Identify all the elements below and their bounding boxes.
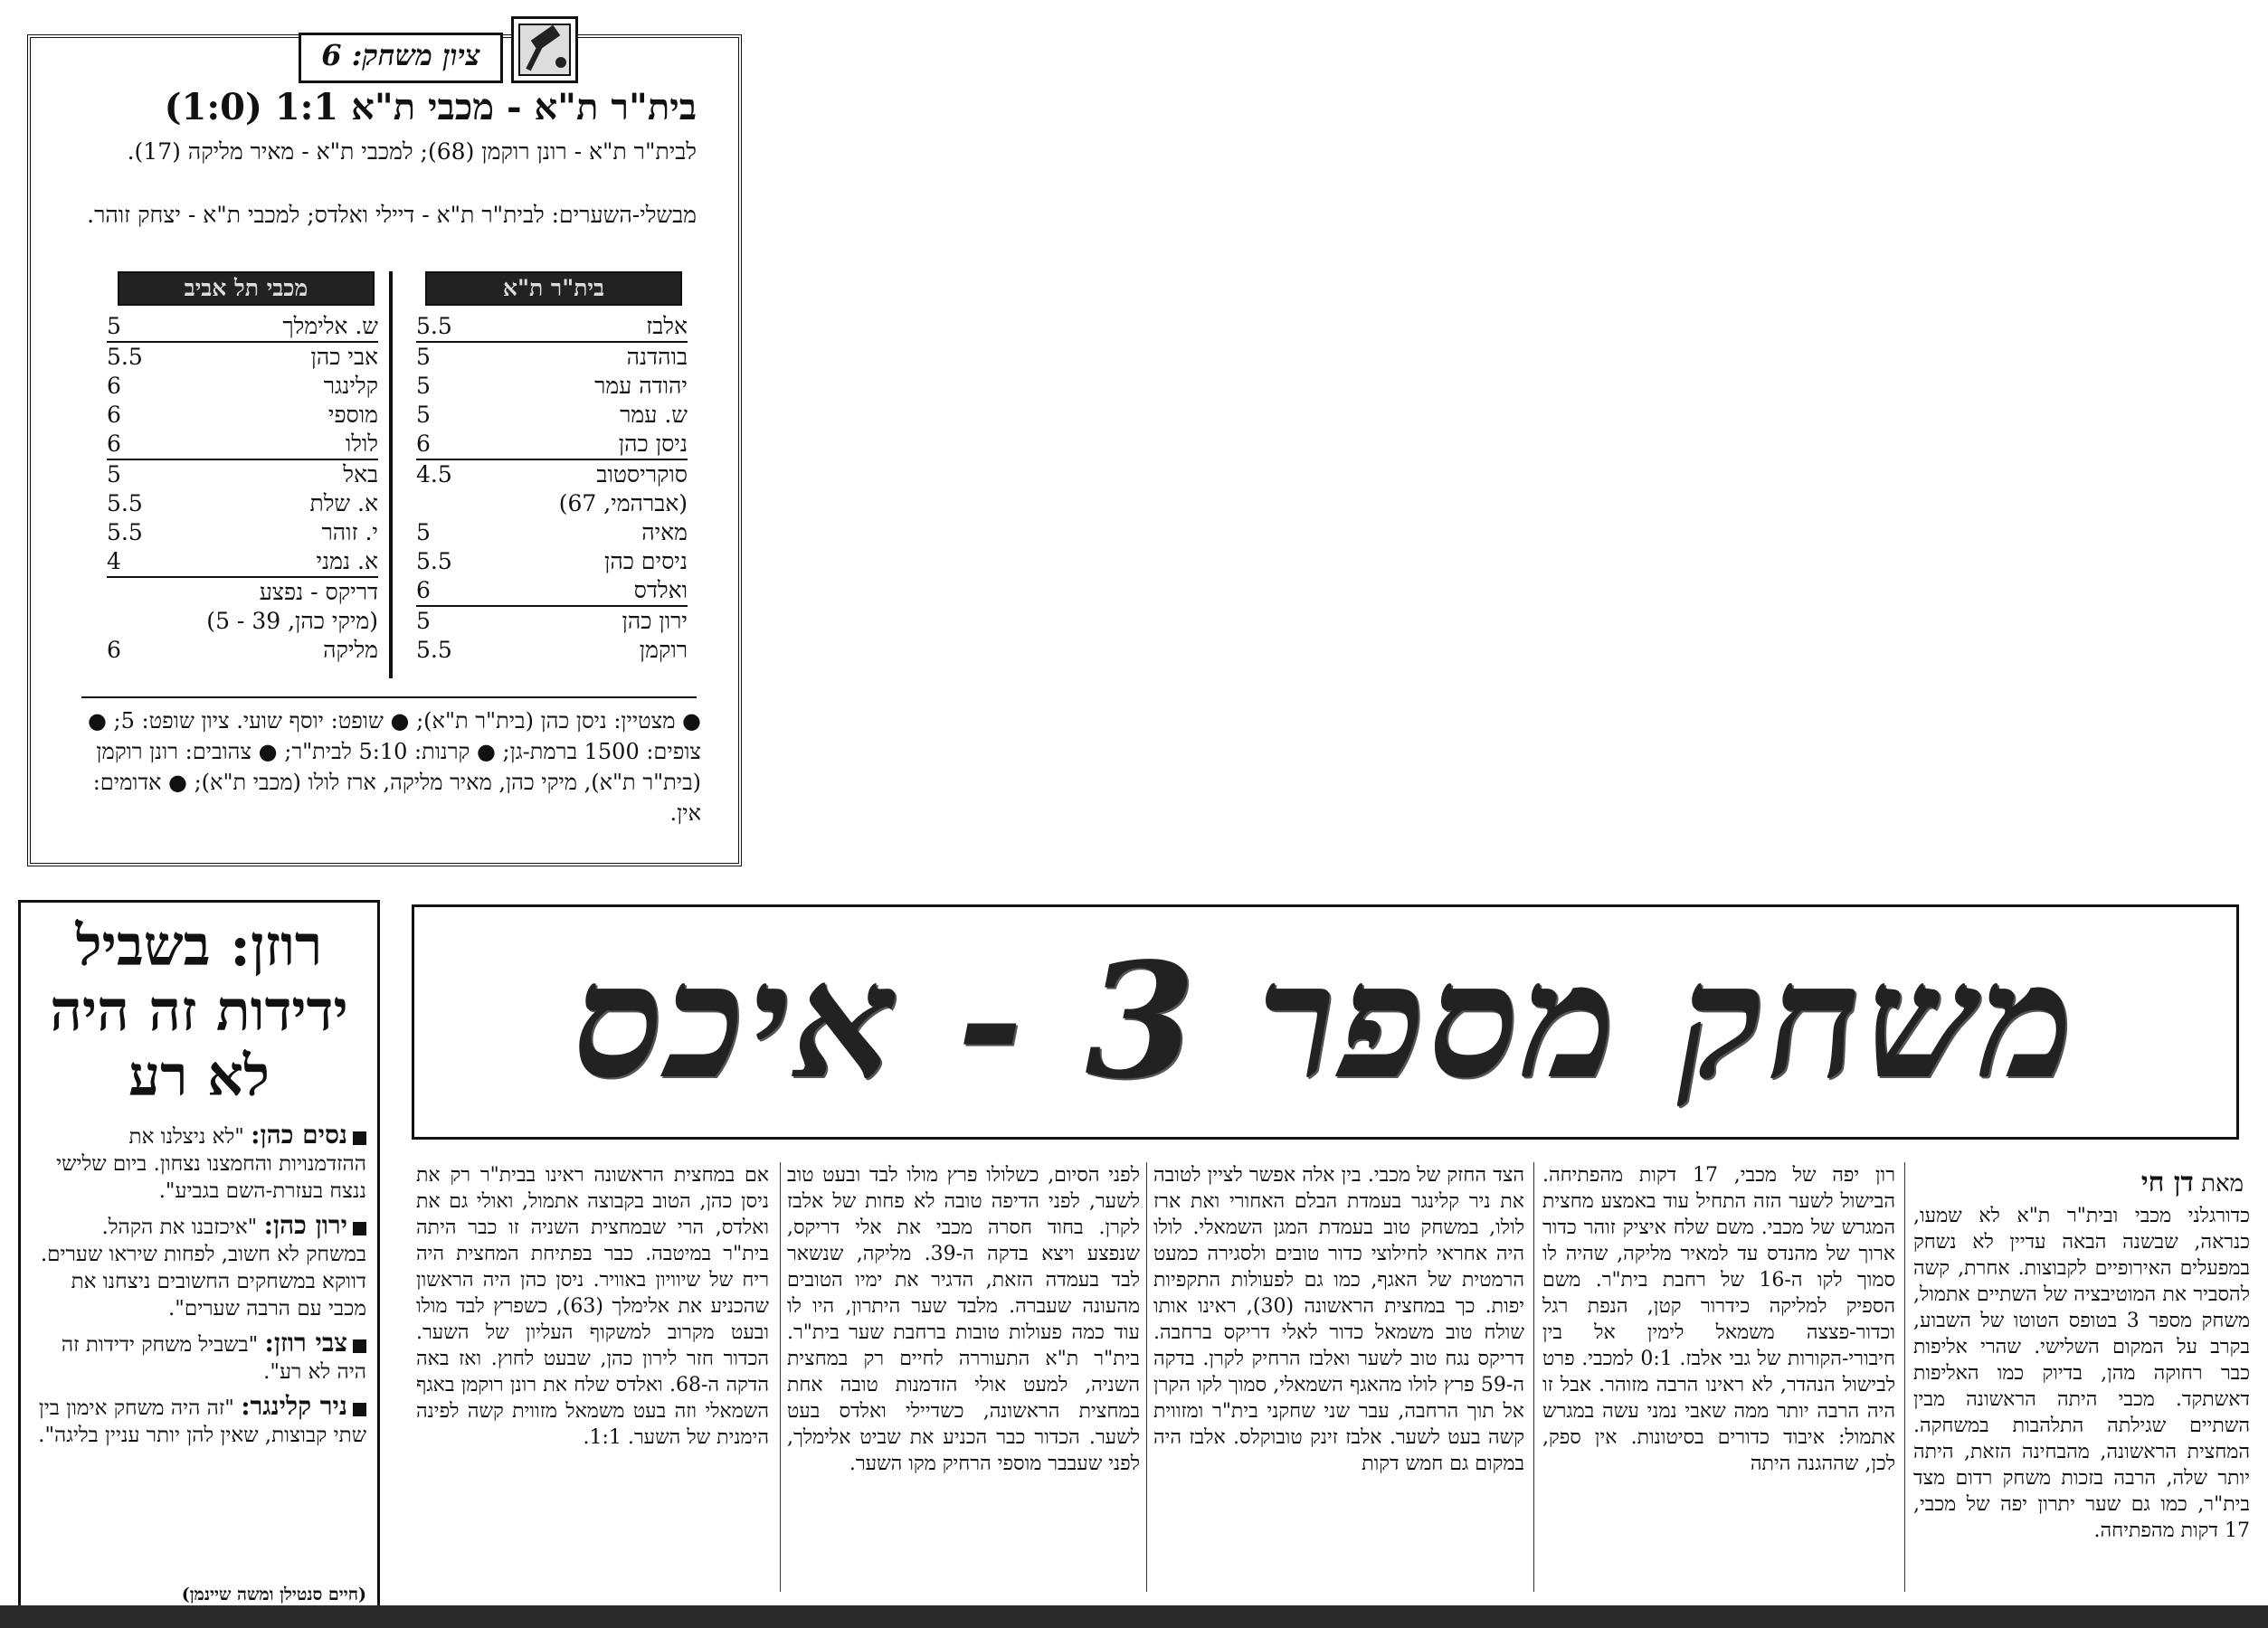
bullet-square-icon [353,1403,366,1416]
quote-text: "איכזבנו את הקהל. במשחק לא חשוב, לפחות שיראו שערים. דווקא במשחקים החשובים ניצחנו את מכבי עם הרבה שערים". [40,1216,366,1320]
quotes-credit: (חיים סנטילן ומשה שיינמן) [181,1585,366,1604]
player-row: ניסן כהן 6 [416,430,688,460]
quote-item [36,1122,366,1205]
player-row: (אברהמי, 67) [558,490,688,516]
article-headline: משחק מספר 3 - איכס [573,929,2078,1114]
player-row: א. נמני 4 [107,547,378,578]
maccabi-player-list [107,312,378,665]
player-row: ואלדס 6 [416,576,688,607]
player-row: אלבז 5.5 [416,312,688,343]
quote-speaker: נסים כהן: [251,1120,347,1150]
player-row: ש. אלימלך 5 [107,312,378,343]
player-row: קלינגר 6 [107,373,378,399]
article-column-2: רון יפה של מכבי, 17 דקות מהפתיחה. הבישול לשער הזה התחיל עוד באמצע מחצית המגרש של מכבי. משם שלח איציק זוהר כדור ארוך של מהנדס עד למאיר מליקה, שהיה לו סמוך לקו ה-16 של רחבת בית"ר. משם הספיק למליקה כידרור קטן, הנפת רגל וכדור-פצצה משמאל לימין אל בין חיבורי-הקורות של גבי אלבז. 0:1 למכבי. פרט לבישול הנהדר, לא ראינו הרבה מזוהר. אבל זו היה הרבה יותר ממה שאבי נמני עשה במגרש אתמול: איבוד כדורים בסיטונות. אין ספק, לכן, שההגנה היתה [1542,1164,1895,1475]
player-row: רוקמן 5.5 [416,637,688,663]
column-rule [1533,1162,1534,1592]
quote-item [36,1330,366,1386]
player-row: לולו 6 [107,430,378,460]
player-row: ניסים כהן 5.5 [416,548,688,574]
byline [2017,1167,2244,1198]
assist-makers: מבשלי-השערים: לבית"ר ת"א - דיילי ואלדס; למכבי ת"א - יצחק זוהר. [87,202,697,228]
player-row: מאיה 5 [416,519,688,545]
player-row: (מיקי כהן, 39 - 5) [206,608,378,634]
column-rule [1146,1162,1147,1592]
player-row: א. שלת 5.5 [107,490,378,516]
quote-item [36,1212,366,1322]
player-row: באל 5 [107,461,378,487]
bottom-dark-band [0,1605,2268,1628]
quotes-list [36,1122,366,1449]
article-column-1: כדורגלני מכבי ובית"ר ת"א לא שמעו, כנראה, שבשנה הבאה עדיין לא נשחק במפעלים האירופיים לקבוצות. אחרת, קשה להסביר את המוטיבציה של השתיים אתמול, משחק מספר 3 בטופס הטוטו של השבוע, בקרב על המקום השלישי. שהרי אליפות כבר רחוקה מהן, בדיוק כמו האליפות דאשתקד. מכבי היתה הראשונה מבין השתיים שגילתה התלהבות במשחקה. המחצית הראשונה, מהבחינה הזאת, היתה יותר שלה, הרבה בזכות משחק רדום מצד בית"ר, כמו גם שער יתרון יפה של מכבי, 17 דקות מהפתיחה. [1913,1205,2250,1542]
match-rating-label: ציון משחק: 6 [299,33,503,83]
player-row: יהודה עמר 5 [416,373,688,399]
column-rule [1904,1162,1905,1592]
quote-item [36,1393,366,1449]
player-row: מליקה 6 [107,637,378,663]
player-row: ש. עמר 5 [416,402,688,428]
player-row: דריקס - נפצע [259,579,378,605]
player-row: ירון כהן 5 [416,608,688,634]
quote-text: "בשביל משחק ידידות זה היה לא רע". [61,1333,366,1384]
player-row: בוהדנה 5 [416,344,688,370]
column-divider [389,271,393,678]
player-row: סוקריסטוב 4.5 [416,461,688,487]
player-row: אבי כהן 5.5 [107,344,378,370]
footer-divider [81,696,697,698]
quote-speaker: ניר קלינגר: [241,1391,347,1421]
bullet-square-icon [353,1222,366,1235]
bullet-square-icon [353,1131,366,1145]
team-header-beitar: בית"ר ת"א [425,271,682,306]
player-row: מוספי 6 [107,402,378,428]
bullet-square-icon [353,1339,366,1353]
quotes-title: רוזן: בשביל ידידות זה היה לא רע [50,913,348,1109]
quote-text: "לא ניצלנו את ההזדמנויות והחמצנו נצחון. ביום שלישי ננצח בעזרת-השם בגביע". [56,1125,366,1203]
byline-prefix: מאת [2201,1170,2244,1197]
player-row: י. זוהר 5.5 [107,519,378,545]
match-details-footer: ● מצטיין: ניסן כהן (בית"ר ת"א); ● שופט: יוסף שועי. ציון שופט: 5; ● צופים: 1500 ברמת-גן; ● קרנות: 5:10 לבית"ר; ● צהובים: רונן רוקמן (בית"ר ת"א), מיקי כהן, מאיר מליקה, ארז לולו (מכבי ת"א); ● אדומים: אין. [87,708,701,826]
byline-author: דן חי [2140,1167,2194,1198]
hammer-gavel-icon [511,16,578,83]
quote-text: "זה היה משחק אימון בין שתי קבוצות, שאין להן יותר עניין בליגה". [38,1396,366,1447]
goal-scorers: לבית"ר ת"א - רונן רוקמן (68); למכבי ת"א - מאיר מליקה (17). [127,138,697,165]
quote-speaker: ירון כהן: [263,1210,347,1240]
team-header-maccabi: מכבי תל אביב [118,271,375,306]
match-title: בית"ר ת"א - מכבי ת"א 1:1 (1:0) [164,86,697,128]
article-column-3: הצד החזק של מכבי. בין אלה אפשר לציין לטובה את ניר קלינגר בעמדת הבלם האחורי ואת ארז לולו, במשחק טוב בעמדת המגן השמאלי. לולו היה אחראי לחילוצי כדור טובים ולסגירה כמעט הרמטית של האגף, כמו גם לפעולות התקפיות יפות. כך במחצית הראשונה (30), ראינו אותו שולח טוב משמאל כדור לאלי דריקס ברחבה. דריקס נגח טוב לשער ואלבז הרחיק לקרן. בדקה ה-59 פרץ לולו מהאגף השמאלי, סמוך לקו הקרן אל תוך הרחבה, עבר שני שחקני בית"ר ומזווית קשה בעט לשער. אלבז זינק טובוקלס. אלבז היה במקום גם חמש דקות [1153,1164,1524,1475]
article-column-5: אם במחצית הראשונה ראינו בבית"ר רק את ניסן כהן, הטוב בקבוצה אתמול, ואולי גם את ואלדס, הרי שבמחצית השניה זו כבר היתה בית"ר במיטבה. כבר בפתיחת המחצית היה ריח של שיוויון באוויר. ניסן כהן היה הראשון שהכניע את אלימלך (63), כשפרץ לבד מולו ובעט מקרוב למשקוף העליון של השער. הכדור חזר לירון כהן, שבעט לחוץ. ואז באה הדקה ה-68. ואלדס שלח את רונן רוקמן באגף השמאלי וזה בעט משמאל מזווית קשה לפינה הימנית של השער. 1:1. [416,1164,769,1449]
beitar-player-list [416,312,688,665]
article-column-4: לפני הסיום, כשלולו פרץ מולו לבד ובעט טוב לשער, לפני הדיפה טובה לא פחות של אלבז לקרן. בחוד חסרה מכבי את אלי דריקס, שנפצע ויצא בדקה ה-39. מליקה, שנשאר לבד בעמדה הזאת, הדגיר את ימיו הטובים מהעונה שעברה. מלבד שער היתרון, היו לו עוד כמה פעולות טובות ברחבת שער בית"ר. בית"ר ת"א התעוררה לחיים רק במחצית השניה, למעט אולי הזדמנות טובה אחת במחצית הראשונה, כשדיילי ואלדס בעט לשער. הכדור כבר הכניע את שביט אלימלך, לפני שעבבר מוספי הרחיק מקו השער. [787,1164,1140,1475]
quote-speaker: צבי רוזן: [264,1328,347,1358]
column-rule [780,1162,781,1592]
